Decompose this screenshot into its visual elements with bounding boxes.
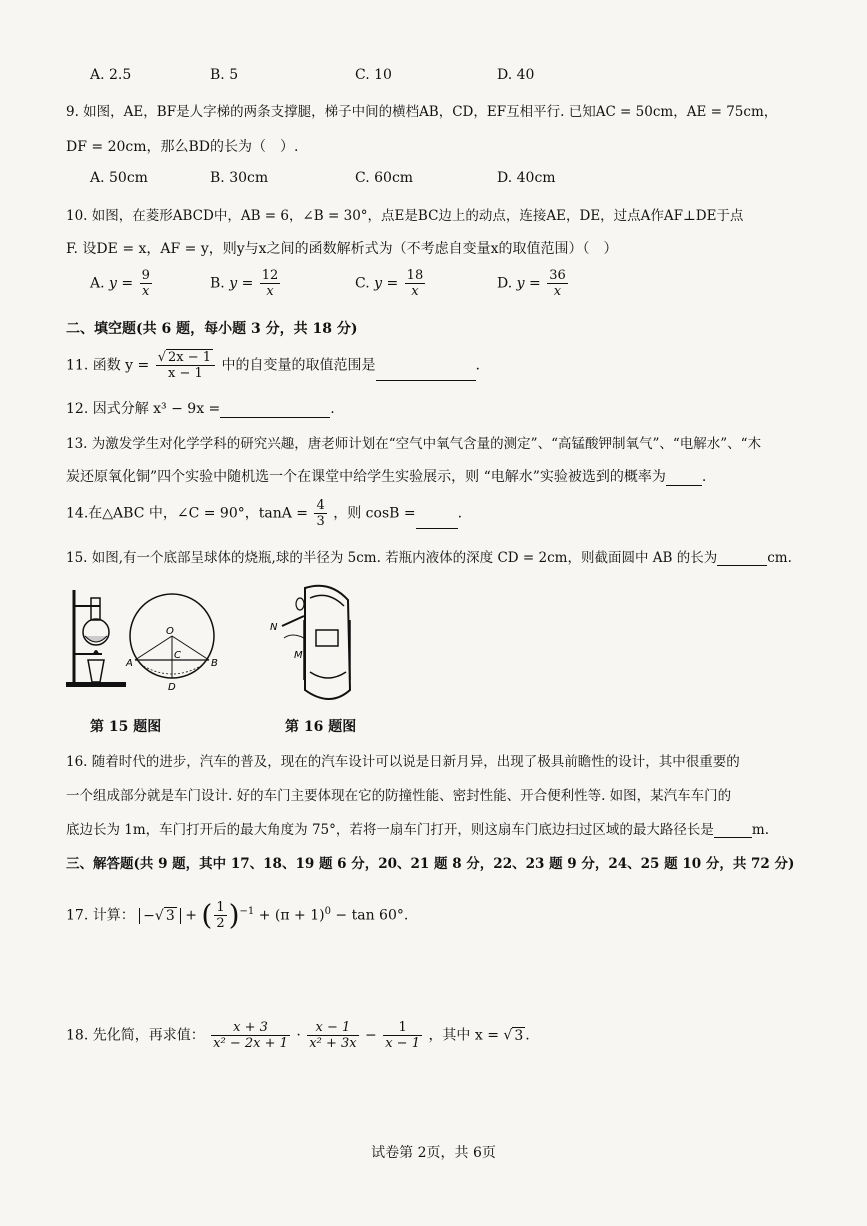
q8-option-d: D. 40: [497, 67, 535, 83]
q9-option-d: D. 40cm: [497, 170, 556, 186]
q8-option-a: A. 2.5: [90, 67, 132, 83]
fig15-label-d: D: [168, 682, 176, 693]
fig15-label-b: B: [211, 658, 218, 669]
q10-line2: F. 设DE = x，AF = y，则y与x之间的函数解析式为（不考虑自变量x的取值范围）（ ）: [66, 241, 618, 257]
q15: 15. 如图,有一个底部呈球体的烧瓶,球的半径为 5cm. 若瓶内液体的深度 CD = 2cm，则截面圆中 AB 的长为 cm.: [66, 550, 792, 566]
page-footer: 试卷第 2页，共 6页: [371, 1145, 496, 1161]
q11-answer-blank[interactable]: [376, 366, 476, 381]
q18: 18. 先化简，再求值： $\frac{x + 3}{\text{x² − 2x + 1}}$ · $\frac{x - 1}{\text{x² + 3x}}$ − $\frac{1}{x - 1}$ ，其中 x = √ 3 .: [66, 1020, 530, 1051]
fig15-label-o: O: [166, 626, 174, 637]
q9-option-a: A. 50cm: [90, 170, 148, 186]
fig15-flask-diagram: [60, 584, 220, 694]
q10-option-a: A. y = $\frac{9}{x}$: [90, 268, 150, 299]
q16-line2: 一个组成部分就是车门设计. 好的车门主要体现在它的防撞性能、密封性能、开合便利性等. 如图，某汽车车门的: [66, 788, 732, 804]
q12-answer-blank[interactable]: [220, 403, 330, 418]
fig16-label-m: M: [294, 650, 303, 661]
q8-option-c: C. 10: [355, 67, 392, 83]
fig16-car-door-diagram: [260, 580, 370, 710]
q15-answer-blank[interactable]: [717, 551, 767, 566]
fig15-label-a: A: [126, 658, 133, 669]
q10-line1: 10. 如图，在菱形ABCD中，AB = 6，∠B = 30°，点E是BC边上的动点，连接AE，DE，过点A作AF⊥DE于点: [66, 208, 744, 224]
q12: 12. 因式分解 x³ − 9x = .: [66, 401, 335, 417]
q16-line3: 底边长为 1m，车门打开后的最大角度为 75°，若将一扇车门打开，则这扇车门底边扫过区域的最大路径长是 m.: [66, 822, 769, 838]
q10-option-b: B. y = $\frac{12}{x}$: [210, 268, 279, 299]
q14: 14.在△ABC 中，∠C = 90°，tanA = $\frac{4}{3}$ ，则 cosB = .: [66, 498, 463, 529]
q10-option-d: D. y = $\frac{36}{x}$: [497, 268, 566, 299]
fig16-caption: 第 16 题图: [285, 719, 357, 735]
q17: 17. 计算： −√ 3 + ( $\frac{1}{2}$ )$^{-1} + (\pi + 1)^0 - \tan 60^\circ$.: [66, 898, 409, 932]
q9-line1: 9. 如图，AE，BF是人字梯的两条支撑腿，梯子中间的横档AB，CD，EF互相平行. 已知AC = 50cm，AE = 75cm，: [66, 104, 778, 120]
q9-option-c: C. 60cm: [355, 170, 414, 186]
q16-answer-blank[interactable]: [714, 823, 752, 838]
section2-heading: 二、填空题(共 6 题，每小题 3 分，共 18 分): [66, 321, 358, 337]
q11: 11. 函数 y = $\frac{√ 2x - 1}{x - 1}$ 中的自变量的取值范围是 .: [66, 350, 480, 381]
q16-line1: 16. 随着时代的进步，汽车的普及，现在的汽车设计可以说是日新月异，出现了极具前瞻性的设计，其中很重要的: [66, 754, 740, 770]
q13-answer-blank[interactable]: [666, 471, 702, 486]
q8-option-b: B. 5: [210, 67, 239, 83]
q10-option-c: C. y = $\frac{18}{x}$: [355, 268, 424, 299]
q9-option-b: B. 30cm: [210, 170, 269, 186]
section3-heading: 三、解答题(共 9 题，其中 17、18、19 题 6 分，20、21 题 8 分，22、23 题 9 分，24、25 题 10 分，共 72 分): [66, 856, 795, 872]
fig15-caption: 第 15 题图: [90, 719, 162, 735]
q14-answer-blank[interactable]: [416, 514, 458, 529]
fig15-label-c: C: [174, 650, 181, 661]
q13-line2: 炭还原氧化铜”四个实验中随机选一个在课堂中给学生实验展示，则 “电解水”实验被选到的概率为 .: [66, 469, 707, 485]
fig16-label-n: N: [270, 622, 278, 633]
q13-line1: 13. 为激发学生对化学学科的研究兴趣，唐老师计划在“空气中氧气含量的测定”、“高锰酸钾制氧气”、“电解水”、“木: [66, 436, 762, 452]
q9-line2: DF = 20cm，那么BD的长为（ ）.: [66, 139, 299, 155]
